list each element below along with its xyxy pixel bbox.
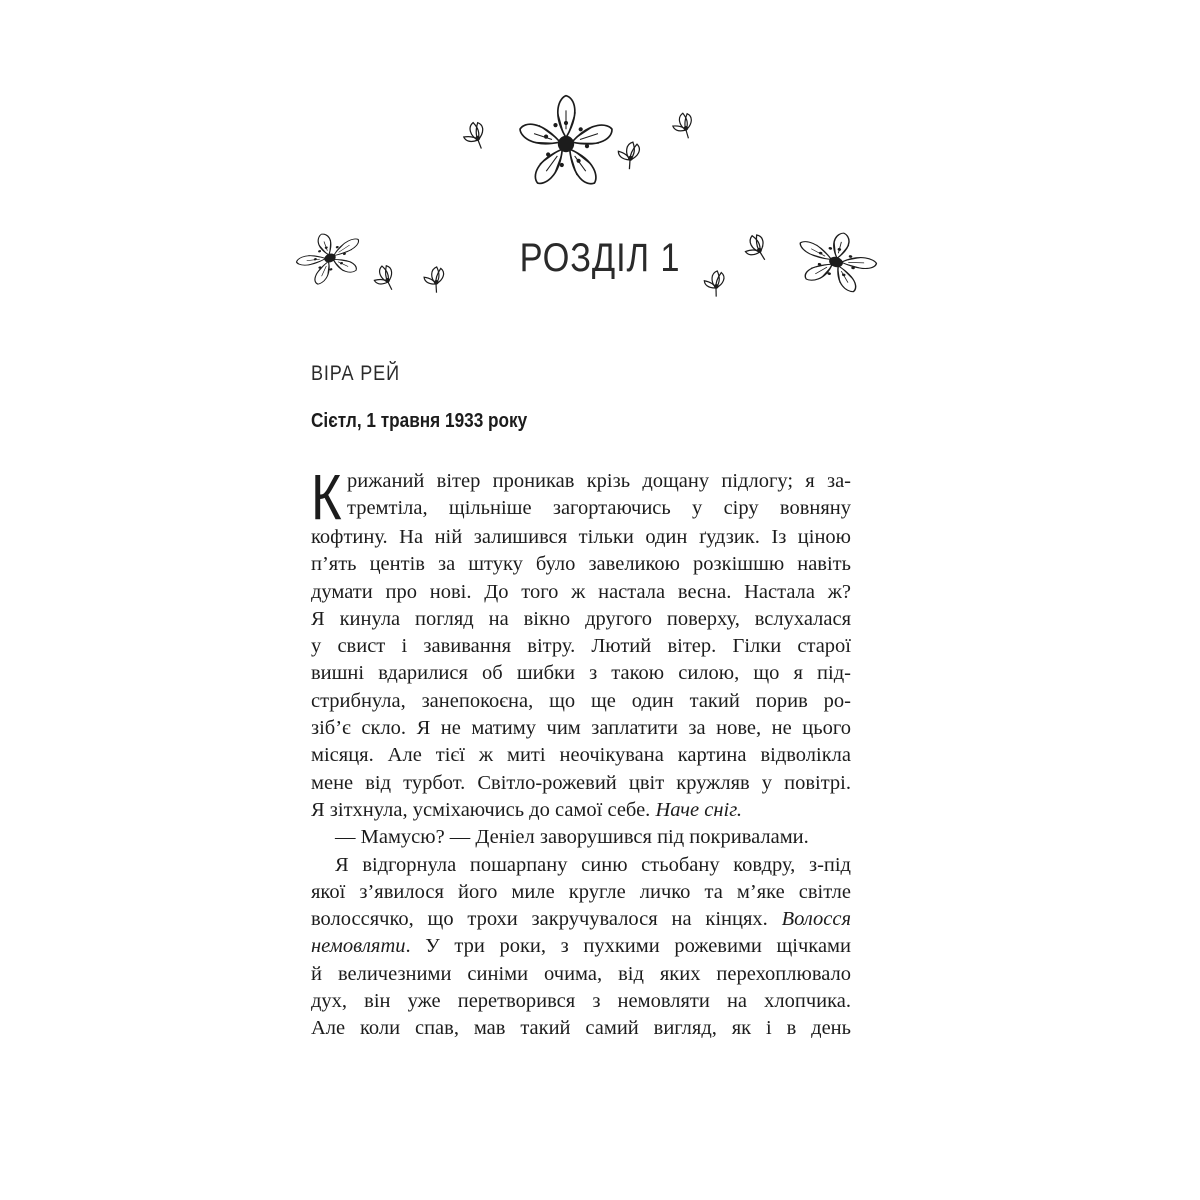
chapter-title: РОЗДІЛ 1 [519,236,681,280]
italic-text: Наче сніг. [655,798,743,821]
text-line: мене від турбот. Світло-рожевий цвіт кружляв у повітрі. [311,771,851,794]
text-span: . У три роки, з пухкими рожевими щічками [405,935,851,958]
text-span: Я зітхнула, усміхаючись до самої себе. [311,798,656,821]
text-line: стрибнула, занепокоєна, що ще один такий порив ро- [311,689,851,712]
italic-text: Волосся [781,908,851,931]
text-line: у свист і завивання вітру. Лютий вітер. Гілки старої [311,635,851,658]
narrator-name: ВІРА РЕЙ [311,362,400,385]
drop-cap: К [311,461,342,533]
place-date: Сієтл, 1 травня 1933 року [311,410,528,432]
dialogue-line: — Мамусю? — Деніел заворушився під покривалами. [335,826,809,849]
text-line: зіб’є скло. Я не матиму чим заплатити за нове, не цього [311,717,851,740]
text-line [311,797,851,824]
text-span: волоссячко, що трохи закручувалося на кінцях. [311,908,782,931]
text-line: думати про нові. До того ж настала весна. Настала ж? [311,580,851,603]
text-line: дух, він уже перетворився з немовляти на хлопчика. [311,990,851,1013]
text-line [311,933,851,960]
chapter-body [311,461,851,1043]
text-line: рижаний вітер проникав крізь дощану підлогу; я за- [347,470,851,492]
opening-paragraph-start [311,461,851,533]
text-line: й величезними синіми очима, від яких перехоплювало [311,962,851,985]
flower-top-center [518,96,615,189]
text-line: якої з’явилося його миле кругле личко та м’яке світле [311,880,851,903]
text-line: Але коли спав, мав такий самий вигляд, як і в день [311,1017,851,1040]
text-line: п’ять центів за штуку було завеликою розкішшю навіть [311,553,851,576]
text-line: Я кинула погляд на вікно другого поверху, вслухалася [311,607,851,630]
text-line: місяця. Але тієї ж миті неочікувана картина відволікла [311,744,851,767]
text-line: кофтину. На ній залишився тільки один ґудзик. Із ціною [311,526,851,548]
text-line: вишні вдарилися об шибки з такою силою, що я під- [311,662,851,685]
text-line [311,906,851,933]
text-line: тремтіла, щільніше загортаючись у сіру вовняну [347,497,851,520]
italic-text: немовляти [311,935,406,958]
text-line: Я відгорнула пошарпану синю стьобану ковдру, з-під [335,853,851,876]
